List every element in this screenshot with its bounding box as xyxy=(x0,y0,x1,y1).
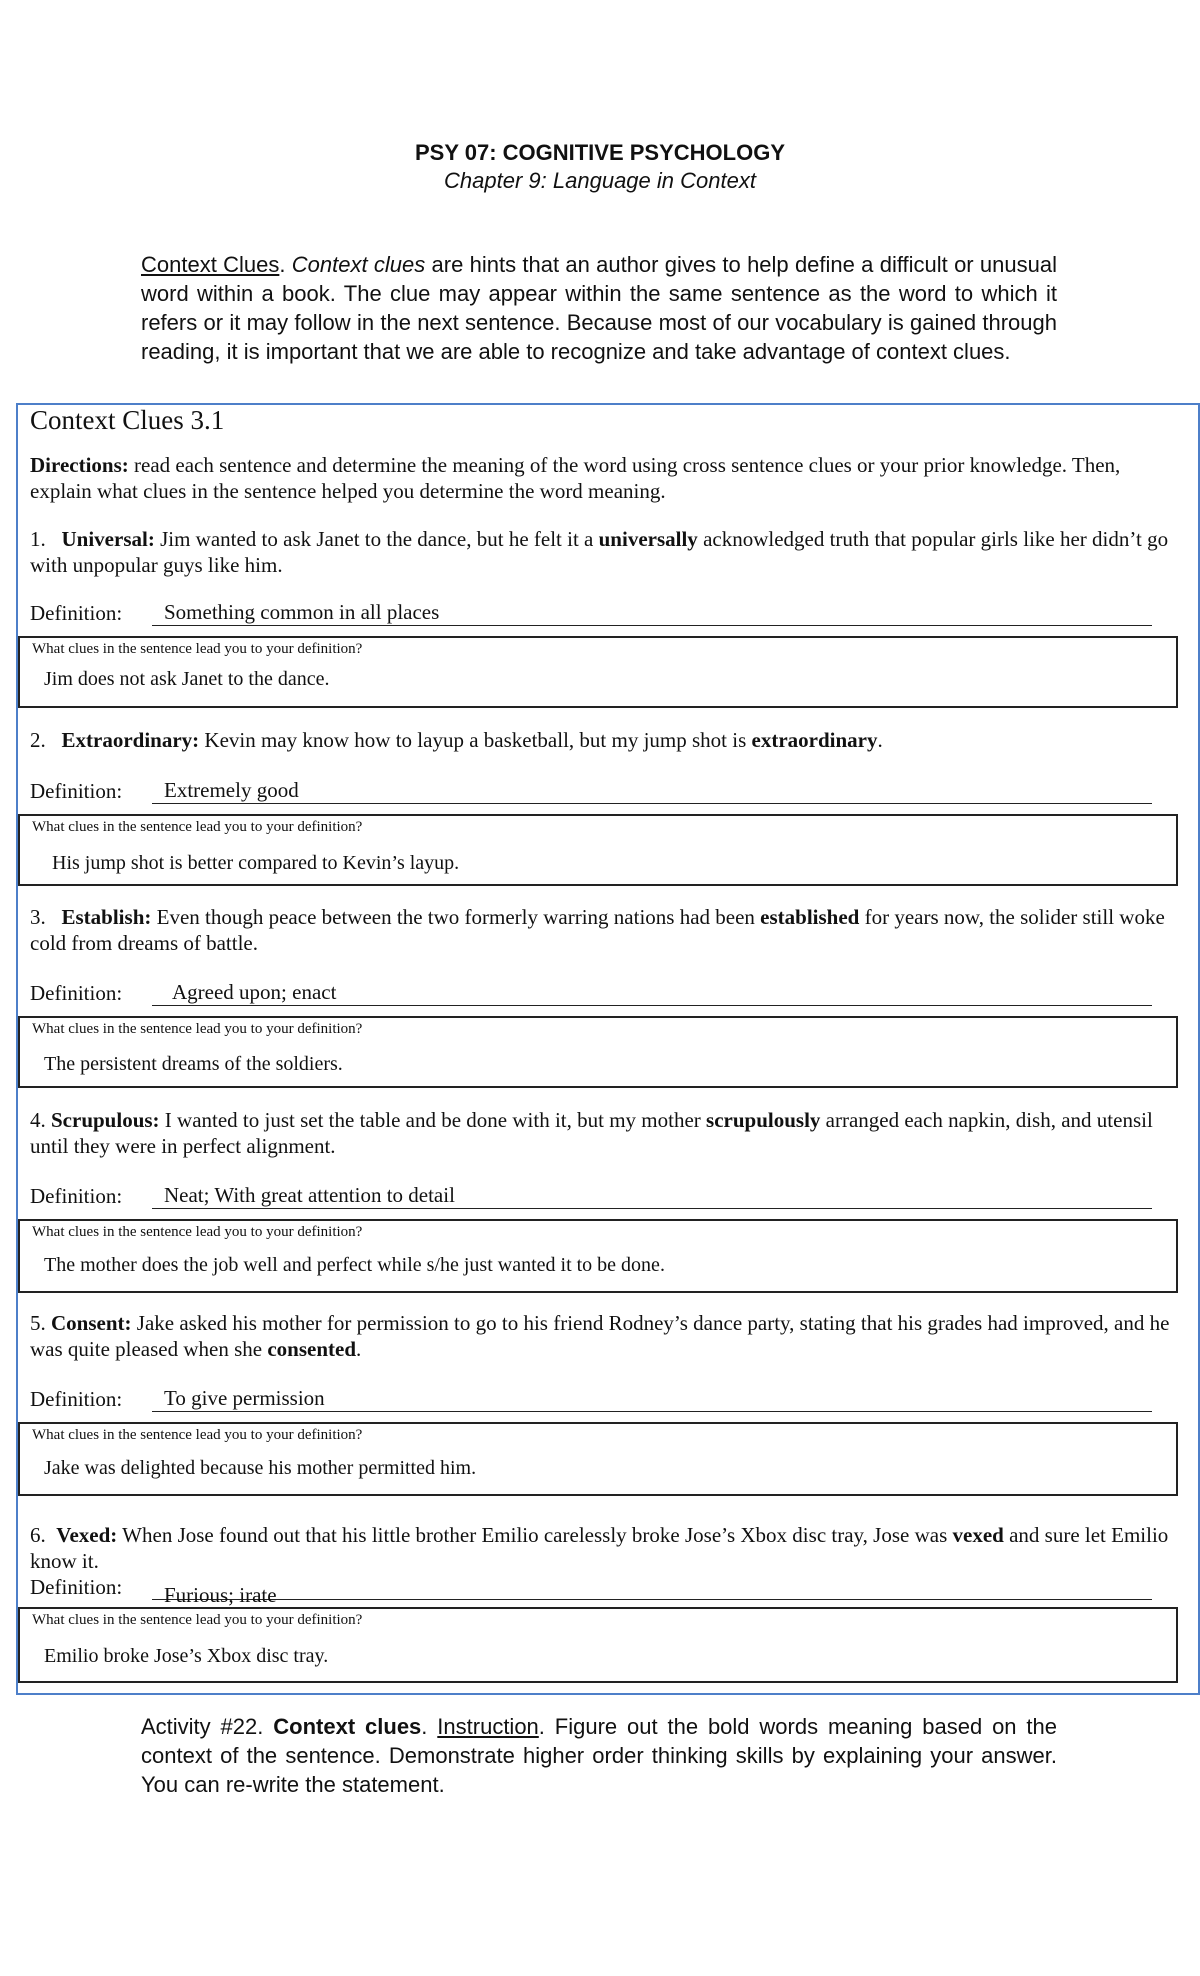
worksheet-directions xyxy=(30,452,1170,504)
question-bold-word: scrupulously xyxy=(706,1108,821,1132)
question-text: arranged each napkin, dish, and utensil until they were in perfect alignment. xyxy=(30,1108,1153,1158)
clue-prompt: What clues in the sentence lead you to your definition? xyxy=(32,1021,363,1037)
question-1 xyxy=(30,526,1170,578)
definition-answer[interactable]: Extremely good xyxy=(164,778,299,802)
question-word: Extraordinary: xyxy=(61,728,200,752)
question-text: Even though peace between the two formerly warring nations had been xyxy=(151,905,761,929)
definition-label: Definition: xyxy=(30,1575,123,1599)
activity-label: Activity #22. xyxy=(141,1714,274,1739)
definition-label: Definition: xyxy=(30,1184,123,1208)
definition-answer[interactable]: Agreed upon; enact xyxy=(172,980,337,1004)
definition-row-2 xyxy=(30,776,1152,806)
clue-box-2 xyxy=(18,814,1178,886)
clue-answer[interactable]: The persistent dreams of the soldiers. xyxy=(44,1053,343,1075)
question-2 xyxy=(30,727,1170,753)
activity-topic: Context clues xyxy=(273,1714,422,1739)
clue-answer[interactable]: Emilio broke Jose’s Xbox disc tray. xyxy=(44,1645,329,1667)
question-bold-word: universally xyxy=(598,527,698,551)
page-subtitle: Chapter 9: Language in Context xyxy=(444,168,756,193)
definition-row-1 xyxy=(30,598,1152,628)
definition-row-3 xyxy=(30,978,1152,1008)
definition-answer[interactable]: Furious; irate xyxy=(164,1583,277,1607)
clue-box-3 xyxy=(18,1016,1178,1088)
question-word: Universal: xyxy=(61,527,155,551)
question-text: . xyxy=(877,728,883,752)
question-5 xyxy=(30,1310,1170,1362)
page-title: PSY 07: COGNITIVE PSYCHOLOGY xyxy=(414,140,785,165)
question-word: Scrupulous: xyxy=(51,1108,160,1132)
clue-prompt: What clues in the sentence lead you to your definition? xyxy=(32,1427,363,1443)
clue-box-6 xyxy=(18,1607,1178,1683)
question-text: and sure let Emilio know it. xyxy=(30,1523,1169,1573)
question-bold-word: extraordinary xyxy=(751,728,878,752)
clue-prompt: What clues in the sentence lead you to your definition? xyxy=(32,1224,363,1240)
definition-row-5 xyxy=(30,1384,1152,1414)
question-3 xyxy=(30,904,1170,956)
definition-answer[interactable]: Something common in all places xyxy=(164,600,440,624)
clue-answer[interactable]: Jim does not ask Janet to the dance. xyxy=(44,668,330,690)
clue-box-4 xyxy=(18,1219,1178,1293)
question-word: Establish: xyxy=(61,905,152,929)
question-text: Jake asked his mother for permission to go to his friend Rodney’s dance party, stating that his grades had improved, and he was quite pleased when she xyxy=(30,1311,1170,1361)
worksheet-title: Context Clues 3.1 xyxy=(30,405,225,435)
question-number: 4. xyxy=(30,1108,46,1132)
activity-separator: . xyxy=(421,1714,438,1739)
definition-label: Definition: xyxy=(30,601,123,625)
directions-text: read each sentence and determine the meaning of the word using cross sentence clues or your prior knowledge. Then, explain what clues in the sentence helped you determine the word meaning. xyxy=(30,453,1121,503)
activity-instruction-label: Instruction xyxy=(437,1714,539,1739)
question-text: Jim wanted to ask Janet to the dance, but he felt it a xyxy=(154,527,599,551)
question-bold-word: consented xyxy=(267,1337,357,1361)
definition-line xyxy=(152,1598,1152,1600)
definition-answer[interactable]: Neat; With great attention to detail xyxy=(164,1183,455,1207)
definition-label: Definition: xyxy=(30,1387,123,1411)
intro-heading: Context Clues xyxy=(141,252,280,277)
question-text: for years now, the solider still woke cold from dreams of battle. xyxy=(30,905,1165,955)
question-word: Consent: xyxy=(51,1311,132,1335)
clue-prompt: What clues in the sentence lead you to your definition? xyxy=(32,1612,363,1628)
question-text: Kevin may know how to layup a basketball, but my jump shot is xyxy=(199,728,752,752)
question-text: I wanted to just set the table and be done with it, but my mother xyxy=(159,1108,707,1132)
question-text: . xyxy=(356,1337,362,1361)
intro-body: are hints that an author gives to help define a difficult or unusual word within a book. The clue may appear within the same sentence as the word to which it refers or it may follow in the next sentence. Because most of our vocabulary is gained through reading, it is important that we are able to recognize and take advantage of context clues. xyxy=(141,252,1057,364)
clue-prompt: What clues in the sentence lead you to your definition? xyxy=(32,641,363,657)
question-4 xyxy=(30,1107,1170,1159)
question-bold-word: established xyxy=(760,905,860,929)
clue-answer[interactable]: His jump shot is better compared to Kevin’s layup. xyxy=(52,852,460,874)
definition-label: Definition: xyxy=(30,779,123,803)
directions-label: Directions: xyxy=(30,453,129,477)
intro-heading-suffix: . xyxy=(279,252,292,277)
question-text: When Jose found out that his little brother Emilio carelessly broke Jose’s Xbox disc tray, Jose was xyxy=(117,1523,953,1547)
definition-line xyxy=(152,802,1152,804)
question-number: 1. xyxy=(30,527,46,551)
question-number: 5. xyxy=(30,1311,46,1335)
question-number: 2. xyxy=(30,728,46,752)
clue-box-5 xyxy=(18,1422,1178,1496)
intro-term: Context clues xyxy=(291,252,426,277)
definition-row-6 xyxy=(30,1572,1152,1607)
activity-paragraph xyxy=(141,1712,1057,1799)
definition-label: Definition: xyxy=(30,981,123,1005)
definition-row-4 xyxy=(30,1181,1152,1211)
question-bold-word: vexed xyxy=(952,1523,1004,1547)
clue-prompt: What clues in the sentence lead you to your definition? xyxy=(32,819,363,835)
definition-answer[interactable]: To give permission xyxy=(164,1386,325,1410)
activity-text: . Figure out the bold words meaning based on the context of the sentence. Demonstrate higher order thinking skills by explaining your answer. You can re-write the statement. xyxy=(141,1714,1058,1797)
clue-answer[interactable]: The mother does the job well and perfect while s/he just wanted it to be done. xyxy=(44,1254,665,1276)
clue-answer[interactable]: Jake was delighted because his mother permitted him. xyxy=(44,1457,477,1479)
question-number: 3. xyxy=(30,905,46,929)
question-text: acknowledged truth that popular girls like her didn’t go with unpopular guys like him. xyxy=(30,527,1169,577)
question-6 xyxy=(30,1522,1170,1574)
question-word: Vexed: xyxy=(56,1523,118,1547)
intro-paragraph xyxy=(141,250,1057,366)
question-number: 6. xyxy=(30,1523,46,1547)
clue-box-1 xyxy=(18,636,1178,708)
